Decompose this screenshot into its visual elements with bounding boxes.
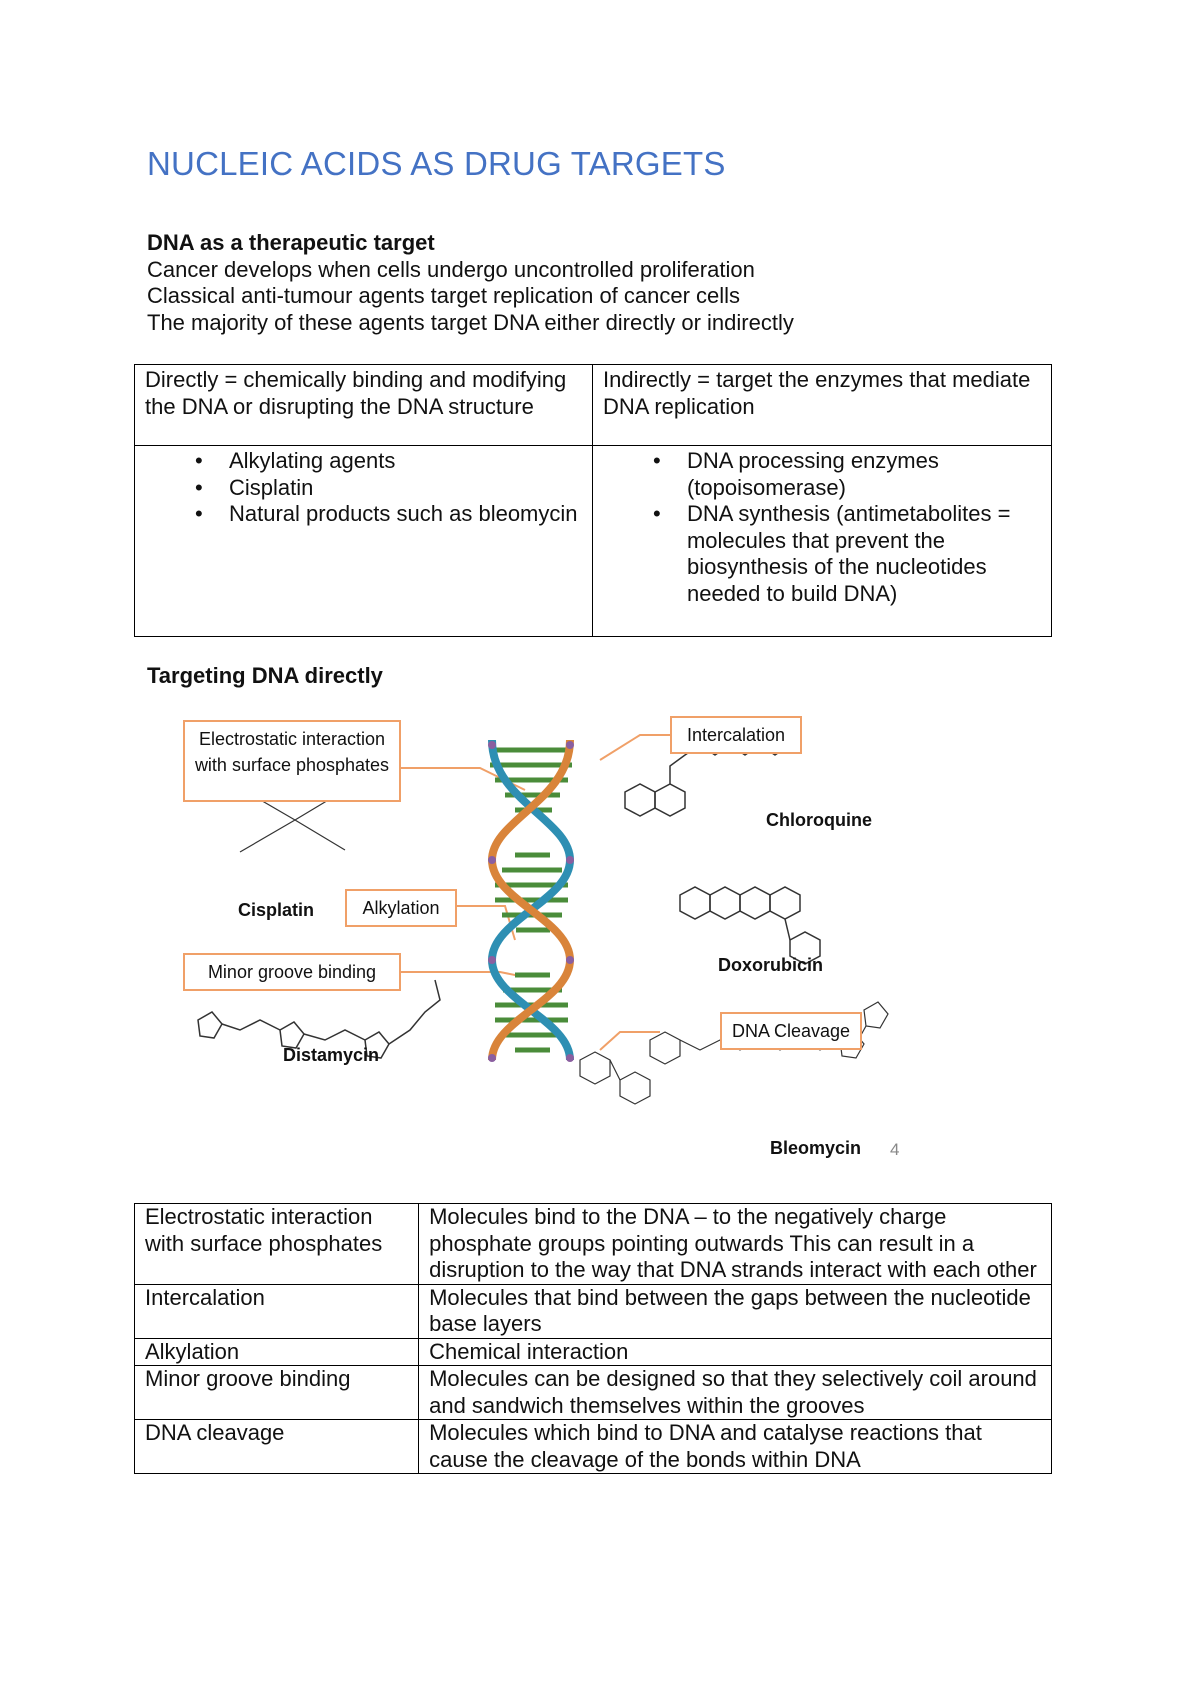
- list-item: • Cisplatin: [195, 475, 582, 502]
- indirect-list: [603, 448, 1041, 607]
- term-cell: Minor groove binding: [135, 1366, 419, 1420]
- indirectly-header: Indirectly = target the enzymes that mediate DNA replication: [592, 365, 1051, 446]
- mechanism-table: [134, 1203, 1052, 1474]
- intro-section: [147, 230, 794, 336]
- bleomycin-label: Bleomycin: [770, 1138, 862, 1158]
- direct-indirect-table: [134, 364, 1052, 637]
- description-cell: Molecules bind to the DNA – to the negatively charge phosphate groups pointing outwards This can result in a disruption to the way that DNA strands interact with each other: [419, 1204, 1052, 1285]
- doxorubicin-label: Doxorubicin: [718, 955, 824, 975]
- alkylation-callout: Alkylation: [345, 889, 457, 927]
- description-cell: Chemical interaction: [419, 1338, 1052, 1366]
- minor-groove-callout: Minor groove binding: [183, 953, 401, 991]
- table-row: [135, 1284, 1052, 1338]
- electrostatic-callout: Electrostatic interaction with surface phosphates: [183, 720, 401, 802]
- description-cell: Molecules which bind to DNA and catalyse reactions that cause the cleavage of the bonds within DNA: [419, 1420, 1052, 1474]
- intro-heading: DNA as a therapeutic target: [147, 230, 435, 255]
- term-cell: Electrostatic interaction with surface phosphates: [135, 1204, 419, 1285]
- direct-cell: [135, 446, 593, 637]
- direct-list: [145, 448, 582, 528]
- term-cell: Alkylation: [135, 1338, 419, 1366]
- intro-line: Classical anti-tumour agents target replication of cancer cells: [147, 283, 741, 308]
- distamycin-label: Distamycin: [283, 1045, 380, 1065]
- table-row: [135, 1204, 1052, 1285]
- table-header-row: [135, 365, 1052, 446]
- section-heading: Targeting DNA directly: [147, 663, 383, 688]
- slide-page-number: 4: [890, 1140, 900, 1159]
- description-cell: Molecules that bind between the gaps between the nucleotide base layers: [419, 1284, 1052, 1338]
- description-cell: Molecules can be designed so that they selectively coil around and sandwich themselves within the grooves: [419, 1366, 1052, 1420]
- dna-cleavage-callout: DNA Cleavage: [720, 1012, 862, 1050]
- indirect-cell: [592, 446, 1051, 637]
- term-cell: DNA cleavage: [135, 1420, 419, 1474]
- directly-header: Directly = chemically binding and modifying the DNA or disrupting the DNA structure: [135, 365, 593, 446]
- list-item: • DNA synthesis (antimetabolites = molecules that prevent the biosynthesis of the nucleotides needed to build DNA): [653, 501, 1041, 607]
- intercalation-callout: Intercalation: [670, 716, 802, 754]
- table-row: [135, 1366, 1052, 1420]
- doxorubicin-structure-icon: [680, 887, 820, 964]
- chloroquine-label: Chloroquine: [766, 810, 872, 830]
- list-item: • Alkylating agents: [195, 448, 582, 475]
- term-cell: Intercalation: [135, 1284, 419, 1338]
- intro-line: Cancer develops when cells undergo uncontrolled proliferation: [147, 256, 755, 282]
- list-item: • Natural products such as bleomycin: [195, 501, 582, 528]
- table-row: [135, 446, 1052, 637]
- intro-line: The majority of these agents target DNA either directly or indirectly: [147, 309, 794, 335]
- cisplatin-label: Cisplatin: [238, 900, 315, 920]
- page-title: NUCLEIC ACIDS AS DRUG TARGETS: [147, 145, 726, 182]
- dna-targeting-figure: [170, 700, 950, 1180]
- dna-helix-icon: [488, 740, 574, 1062]
- list-item: • DNA processing enzymes (topoisomerase): [653, 448, 1041, 501]
- table-row: [135, 1420, 1052, 1474]
- table-row: [135, 1338, 1052, 1366]
